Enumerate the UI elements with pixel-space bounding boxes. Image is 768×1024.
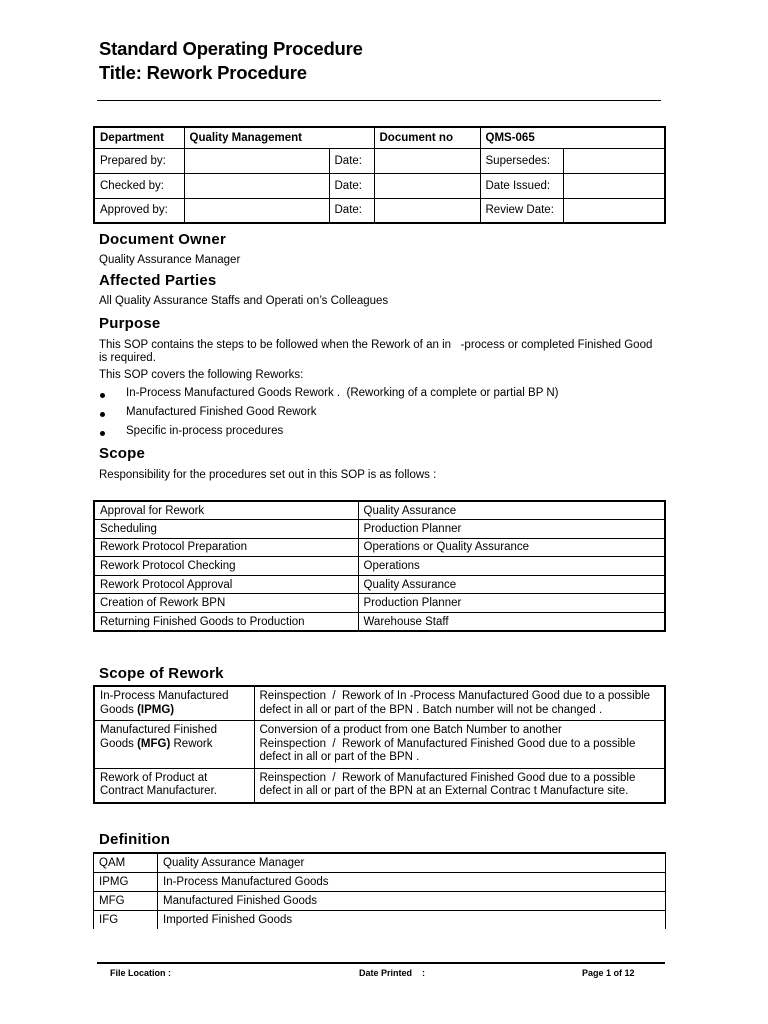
abbreviation-cell: IPMG (94, 872, 158, 891)
table-row (94, 520, 665, 539)
rework-type-cell (94, 686, 254, 721)
rework-type-text: Rework (170, 737, 213, 750)
rework-type-abbrev: (MFG) (137, 737, 171, 750)
table-row (94, 594, 665, 613)
responsible-cell: Warehouse Staff (358, 613, 665, 632)
document-owner-text: Quality Assurance Manager (99, 254, 241, 266)
rework-description-cell (254, 721, 665, 769)
table-row (94, 538, 665, 557)
rework-type-text: Goods (100, 737, 138, 750)
title-divider (97, 100, 661, 101)
department-value: Quality Management (184, 127, 374, 148)
table-row (94, 198, 665, 223)
document-no-label: Document no (374, 127, 480, 148)
responsible-cell: Production Planner (358, 594, 665, 613)
date-printed-label: Date Printed : (359, 968, 426, 978)
rework-type-line (100, 738, 249, 752)
list-item-text: Manufactured Finished Good Rework (126, 406, 317, 418)
approved-by-label: Approved by: (94, 198, 184, 223)
table-row (94, 891, 666, 910)
responsible-cell: Quality Assurance (358, 575, 665, 594)
document-owner-heading: Document Owner (99, 231, 226, 248)
rework-type-line: Manufactured Finished (100, 724, 217, 736)
procedure-cell: Rework Protocol Preparation (94, 538, 358, 557)
scope-of-rework-table (93, 685, 666, 804)
description-line: Conversion of a product from one Batch Number to another (259, 724, 562, 736)
document-no-value: QMS-065 (480, 127, 665, 148)
table-row (94, 127, 665, 148)
table-row (94, 173, 665, 198)
date-value (374, 148, 480, 173)
scope-of-rework-heading: Scope of Rework (99, 665, 224, 682)
rework-type-abbrev: (IPMG) (137, 703, 175, 716)
description-line: Reinspection / Rework of In -Process Manufactured Good due to a possible (259, 690, 651, 702)
responsible-cell: Operations (358, 557, 665, 576)
description-line: Reinspection / Rework of Manufactured Finished Good due to a possible (259, 737, 636, 750)
date-label: Date: (329, 198, 374, 223)
date-issued-label: Date Issued: (480, 173, 563, 198)
rework-type-line (100, 704, 249, 718)
procedure-cell: Approval for Rework (94, 501, 358, 520)
purpose-text-line-1: This SOP contains the steps to be followed when the Rework of an in -process or completed Finished Good (99, 339, 653, 351)
review-date-label: Review Date: (480, 198, 563, 223)
file-location-label: File Location : (110, 968, 172, 978)
definition-table (93, 852, 666, 929)
table-row (94, 768, 665, 803)
prepared-by-value (184, 148, 329, 173)
date-value (374, 198, 480, 223)
responsibility-table (93, 500, 666, 632)
rework-type-line: Rework of Product at (100, 771, 208, 784)
bullet-icon (100, 393, 105, 398)
procedure-cell: Rework Protocol Checking (94, 557, 358, 576)
supersedes-label: Supersedes: (480, 148, 563, 173)
table-row (94, 910, 666, 929)
table-row (94, 613, 665, 632)
purpose-text-line-2: is required. (99, 352, 156, 364)
abbreviation-cell: MFG (94, 891, 158, 910)
page-number: Page 1 of 12 (582, 968, 635, 978)
table-row (94, 575, 665, 594)
definition-cell: Quality Assurance Manager (158, 853, 666, 872)
affected-parties-heading: Affected Parties (99, 272, 217, 289)
rework-description-cell (254, 686, 665, 721)
list-item-text: In-Process Manufactured Goods Rework . (Reworking of a complete or partial BP N) (126, 387, 559, 399)
table-row (94, 148, 665, 173)
procedure-cell: Returning Finished Goods to Production (94, 613, 358, 632)
procedure-cell: Scheduling (94, 520, 358, 539)
purpose-heading: Purpose (99, 315, 161, 332)
scope-heading: Scope (99, 445, 146, 462)
rework-type-cell (94, 768, 254, 803)
checked-by-value (184, 173, 329, 198)
checked-by-label: Checked by: (94, 173, 184, 198)
procedure-cell: Rework Protocol Approval (94, 575, 358, 594)
table-row (94, 686, 665, 721)
description-line: Reinspection / Rework of Manufactured Finished Good due to a possible (259, 771, 636, 784)
rework-type-line: In-Process Manufactured (100, 690, 229, 702)
responsible-cell: Operations or Quality Assurance (358, 538, 665, 557)
table-row (94, 853, 666, 872)
abbreviation-cell: IFG (94, 910, 158, 929)
description-line: defect in all or part of the BPN at an External Contrac t Manufacture site. (259, 785, 629, 797)
review-date-value (563, 198, 665, 223)
purpose-covers-text: This SOP covers the following Reworks: (99, 369, 304, 381)
supersedes-value (563, 148, 665, 173)
rework-type-text: Goods (100, 703, 138, 716)
scope-text: Responsibility for the procedures set out in this SOP is as follows : (99, 469, 437, 481)
table-row (94, 501, 665, 520)
rework-type-cell (94, 721, 254, 769)
rework-description-cell (254, 768, 665, 803)
date-label: Date: (329, 173, 374, 198)
document-title: Title: Rework Procedure (99, 62, 307, 83)
affected-parties-text: All Quality Assurance Staffs and Operati on’s Colleagues (99, 295, 389, 307)
approved-by-value (184, 198, 329, 223)
date-label: Date: (329, 148, 374, 173)
rework-type-line: Contract Manufacturer. (100, 785, 217, 797)
table-row (94, 721, 665, 769)
date-issued-value (563, 173, 665, 198)
document-control-table (93, 126, 666, 224)
date-value (374, 173, 480, 198)
bullet-icon (100, 412, 105, 417)
description-line: defect in all or part of the BPN . (259, 751, 420, 763)
responsible-cell: Quality Assurance (358, 501, 665, 520)
department-label: Department (94, 127, 184, 148)
bullet-icon (100, 431, 105, 436)
table-row (94, 872, 666, 891)
responsible-cell: Production Planner (358, 520, 665, 539)
prepared-by-label: Prepared by: (94, 148, 184, 173)
description-line: defect in all or part of the BPN . Batch number will not be changed . (259, 703, 603, 716)
list-item-text: Specific in-process procedures (126, 425, 284, 437)
table-row (94, 557, 665, 576)
footer-divider (97, 962, 665, 964)
definition-cell: Imported Finished Goods (158, 910, 666, 929)
definition-cell: Manufactured Finished Goods (158, 891, 666, 910)
procedure-cell: Creation of Rework BPN (94, 594, 358, 613)
definition-cell: In-Process Manufactured Goods (158, 872, 666, 891)
abbreviation-cell: QAM (94, 853, 158, 872)
definition-heading: Definition (99, 831, 171, 848)
document-type-title: Standard Operating Procedure (99, 38, 363, 59)
